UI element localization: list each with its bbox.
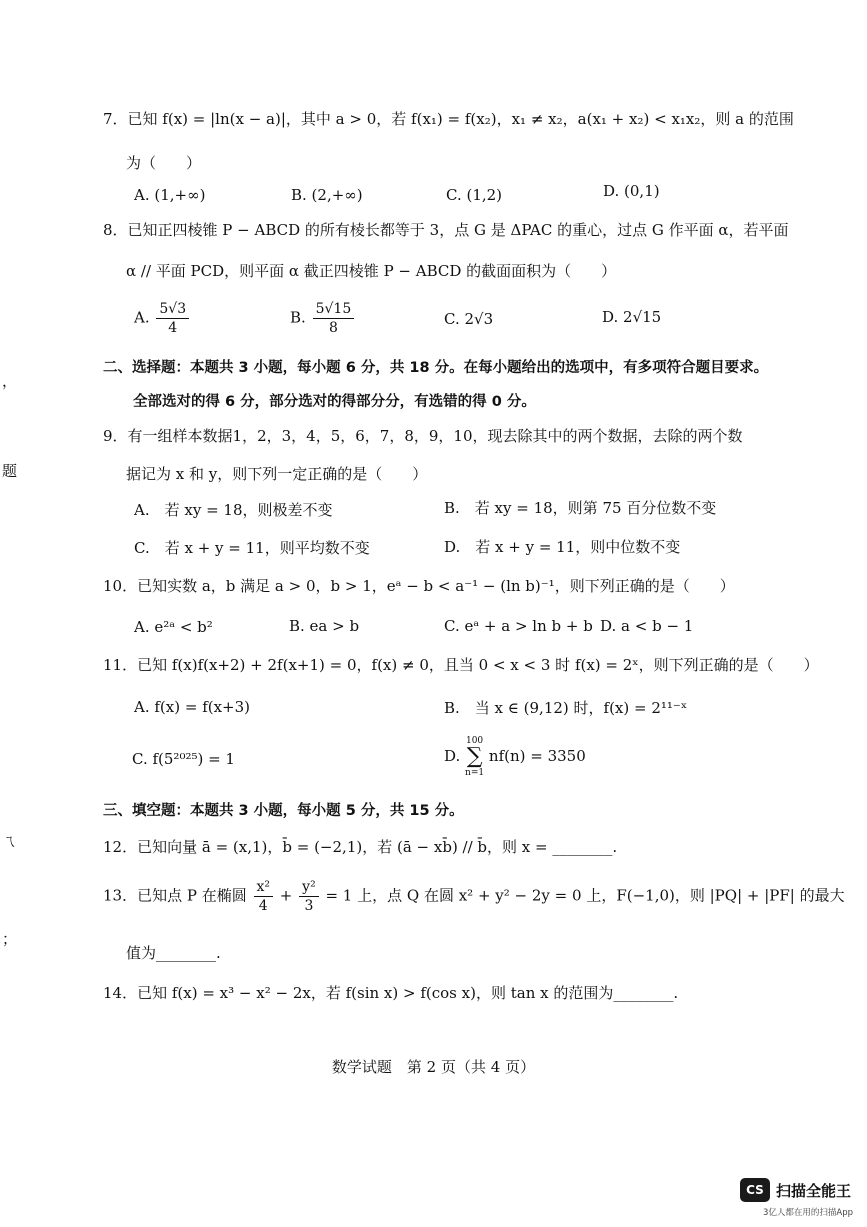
- q8-option-a-fraction: [156, 300, 189, 337]
- q13-post: = 1 上，点 Q 在圆 x² + y² − 2y = 0 上，F(−1,0)，则 |PQ| + |PF| 的最大: [325, 886, 845, 905]
- scanner-brand-name: 扫描全能王: [775, 1181, 851, 1200]
- sum-lower-limit: n=1: [465, 768, 485, 778]
- q8-b-numerator: 5√15: [313, 300, 355, 319]
- question-11-stem: 11．已知 f(x)f(x+2) + 2f(x+1) = 0，f(x) ≠ 0，且当 0 < x < 3 时 f(x) = 2ˣ，则下列正确的是（ ）: [103, 656, 819, 674]
- question-13-stem-cont: 值为________.: [126, 944, 221, 962]
- q7-option-c: C. (1,2): [446, 186, 503, 204]
- question-14-stem: 14．已知 f(x) = x³ − x² − 2x，若 f(sin x) > f(cos x)，则 tan x 的范围为________.: [103, 984, 679, 1002]
- question-8-stem: 8．已知正四棱锥 P − ABCD 的所有棱长都等于 3，点 G 是 ΔPAC 的重心，过点 G 作平面 α，若平面: [103, 221, 789, 239]
- q10-option-b: B. ea > b: [289, 617, 360, 635]
- q11-option-a: A. f(x) = f(x+3): [134, 698, 251, 716]
- q8-option-b-label: B.: [290, 308, 306, 327]
- q8-option-c: C. 2√3: [444, 310, 494, 328]
- margin-mark-2: 题: [2, 462, 18, 480]
- q7-option-d: D. (0,1): [603, 182, 660, 200]
- question-7-stem: 7．已知 f(x) = |ln(x − a)|，其中 a > 0，若 f(x₁) = f(x₂)，x₁ ≠ x₂，a(x₁ + x₂) < x₁x₂，则 a 的范围: [103, 110, 794, 128]
- margin-mark-3: ㄟ: [2, 832, 18, 850]
- q7-option-b: B. (2,+∞): [291, 186, 363, 204]
- question-9-stem-cont: 据记为 x 和 y，则下列一定正确的是（ ）: [126, 465, 428, 483]
- q8-a-denominator: 4: [168, 320, 178, 336]
- sum-upper-limit: 100: [465, 736, 484, 746]
- q11-option-b: B. 当 x ∈ (9,12) 时，f(x) = 2¹¹⁻ˣ: [444, 699, 688, 717]
- ellipse-fraction-x: [254, 878, 274, 915]
- margin-mark-4: ；: [2, 930, 18, 948]
- q13-frac2-numerator: y²: [299, 878, 319, 897]
- camscanner-logo-icon: CS: [740, 1178, 770, 1202]
- q10-option-d: D. a < b − 1: [600, 617, 694, 635]
- question-8-stem-cont: α // 平面 PCD，则平面 α 截正四棱锥 P − ABCD 的截面面积为（ ）: [126, 262, 617, 280]
- q11-option-c: C. f(5²⁰²⁵) = 1: [132, 750, 235, 768]
- question-9-stem: 9．有一组样本数据1，2，3，4，5，6，7，8，9，10，现去除其中的两个数据，去除的两个数: [103, 427, 743, 445]
- q8-a-numerator: 5√3: [156, 300, 189, 319]
- sigma-icon: ∑: [466, 744, 483, 769]
- q8-option-d: D. 2√15: [602, 308, 662, 326]
- q8-option-b-fraction: [313, 300, 355, 337]
- q13-frac1-numerator: x²: [254, 878, 274, 897]
- q11-option-d: [444, 736, 586, 778]
- summation-symbol: [465, 736, 484, 778]
- q8-option-b: [290, 300, 356, 337]
- question-7-stem-cont: 为（ ）: [126, 154, 202, 172]
- margin-mark-1: ，: [2, 372, 18, 390]
- q11-option-d-label: D.: [444, 747, 461, 765]
- q9-option-c: C. 若 x + y = 11，则平均数不变: [134, 539, 370, 557]
- section-2-heading-cont: 全部选对的得 6 分，部分选对的得部分分，有选错的得 0 分。: [133, 394, 536, 410]
- section-3-heading: 三、填空题：本题共 3 小题，每小题 5 分，共 15 分。: [103, 803, 464, 819]
- q13-frac2-denominator: 3: [304, 898, 314, 914]
- scanner-watermark: [740, 1178, 851, 1202]
- q9-option-a: A. 若 xy = 18，则极差不变: [134, 501, 333, 519]
- question-13-stem: [103, 878, 845, 915]
- q13-plus: +: [279, 886, 293, 905]
- q8-option-a: [134, 300, 191, 337]
- q11-option-d-body: nf(n) = 3350: [488, 747, 586, 765]
- q8-b-denominator: 8: [328, 320, 338, 336]
- q13-pre: 13．已知点 P 在椭圆: [103, 886, 247, 905]
- question-12-stem: 12．已知向量 ā = (x,1)，b̄ = (−2,1)，若 (ā − xb̄) // b̄，则 x = ________.: [103, 838, 618, 856]
- scanner-tagline: 3亿人都在用的扫描App: [762, 1208, 853, 1218]
- ellipse-fraction-y: [299, 878, 319, 915]
- question-10-stem: 10．已知实数 a，b 满足 a > 0，b > 1，eᵃ − b < a⁻¹ − (ln b)⁻¹，则下列正确的是（ ）: [103, 577, 735, 595]
- section-2-heading: 二、选择题：本题共 3 小题，每小题 6 分，共 18 分。在每小题给出的选项中，有多项符合题目要求。: [103, 360, 769, 376]
- q7-option-a: A. (1,+∞): [134, 186, 206, 204]
- q9-option-d: D. 若 x + y = 11，则中位数不变: [444, 538, 681, 556]
- q13-frac1-denominator: 4: [258, 898, 268, 914]
- q9-option-b: B. 若 xy = 18，则第 75 百分位数不变: [444, 499, 717, 517]
- q10-option-c: C. eᵃ + a > ln b + b: [444, 617, 593, 635]
- q8-option-a-label: A.: [134, 308, 150, 327]
- page-footer: 数学试题 第 2 页（共 4 页）: [331, 1058, 536, 1076]
- q10-option-a: A. e²ᵃ < b²: [134, 618, 213, 636]
